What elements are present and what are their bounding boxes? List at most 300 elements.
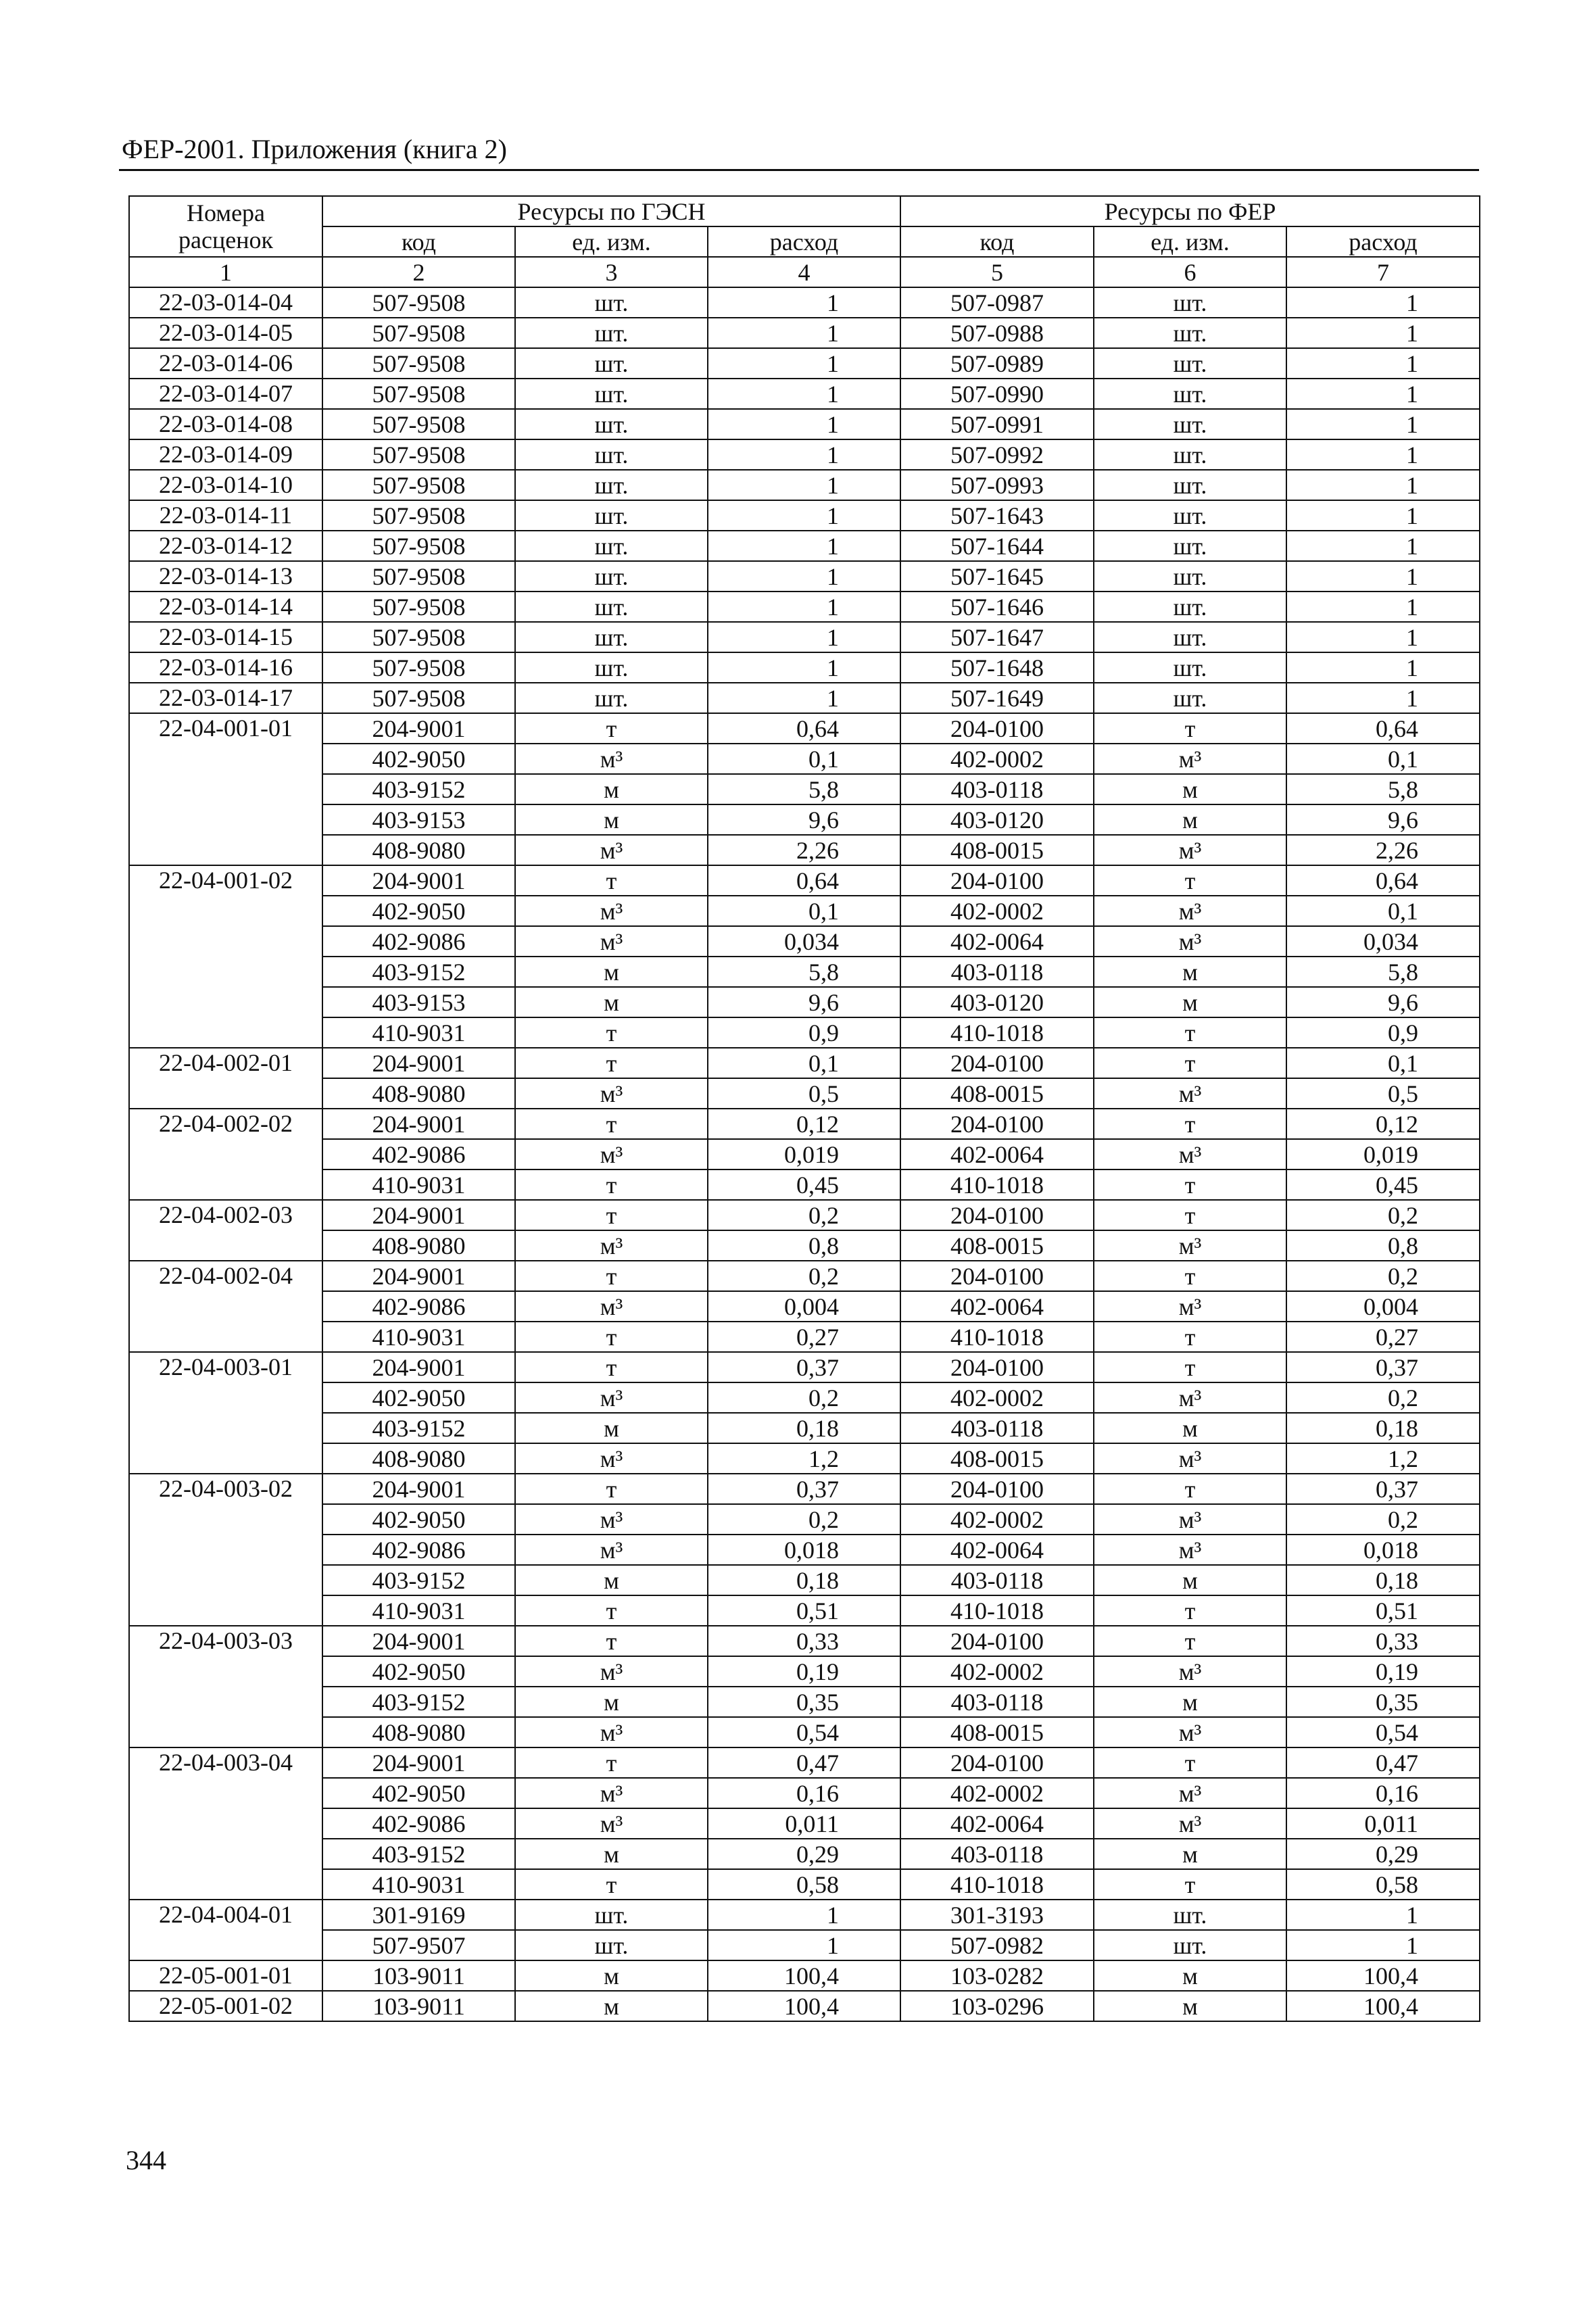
fer-code-cell: 507-0991	[900, 409, 1094, 439]
fer-usage-cell: 0,29	[1286, 1839, 1480, 1869]
table-row	[129, 1474, 1480, 1504]
gesn-code-cell: 403-9152	[322, 1839, 515, 1869]
rate-number-cell: 22-03-014-09	[129, 439, 322, 470]
column-number: 4	[708, 257, 900, 287]
fer-code-cell: 507-1645	[900, 561, 1094, 592]
gesn-code-cell: 402-9050	[322, 1656, 515, 1687]
fer-usage-cell: 0,2	[1286, 1382, 1480, 1413]
fer-unit-cell: м	[1094, 1413, 1286, 1443]
fer-unit-cell: м³	[1094, 1656, 1286, 1687]
gesn-code-cell: 507-9508	[322, 409, 515, 439]
fer-unit-cell: м³	[1094, 1078, 1286, 1109]
table-row	[129, 1960, 1480, 1991]
fer-usage-cell: 0,019	[1286, 1139, 1480, 1169]
gesn-code-cell: 507-9508	[322, 318, 515, 348]
gesn-code-cell: 408-9080	[322, 1717, 515, 1747]
fer-code-cell: 403-0118	[900, 957, 1094, 987]
rate-number-cell: 22-03-014-13	[129, 561, 322, 592]
fer-usage-cell: 1	[1286, 531, 1480, 561]
fer-unit-cell: т	[1094, 1200, 1286, 1230]
gesn-unit-cell: т	[515, 1261, 708, 1291]
fer-usage-cell: 1	[1286, 683, 1480, 713]
gesn-unit-cell: шт.	[515, 531, 708, 561]
column-number: 3	[515, 257, 708, 287]
fer-code-cell: 507-1649	[900, 683, 1094, 713]
table-row	[129, 1656, 1480, 1687]
table-row	[129, 1382, 1480, 1413]
gesn-unit-cell: шт.	[515, 561, 708, 592]
fer-usage-cell: 1	[1286, 1900, 1480, 1930]
gesn-usage-cell: 1	[708, 531, 900, 561]
gesn-unit-cell: м	[515, 1687, 708, 1717]
gesn-usage-cell: 0,64	[708, 865, 900, 896]
table-row	[129, 1261, 1480, 1291]
rate-number-cell: 22-03-014-05	[129, 318, 322, 348]
fer-unit-cell: м³	[1094, 1535, 1286, 1565]
gesn-code-cell: 402-9050	[322, 1382, 515, 1413]
rate-number-cell: 22-03-014-11	[129, 500, 322, 531]
fer-code-cell: 204-0100	[900, 865, 1094, 896]
fer-code-cell: 204-0100	[900, 1747, 1094, 1778]
fer-unit-cell: т	[1094, 1048, 1286, 1078]
fer-code-cell: 402-0002	[900, 744, 1094, 774]
table-row	[129, 1230, 1480, 1261]
gesn-code-cell: 402-9050	[322, 896, 515, 926]
running-header: ФЕР-2001. Приложения (книга 2)	[122, 134, 507, 164]
fer-code-cell: 410-1018	[900, 1169, 1094, 1200]
gesn-code-cell: 402-9086	[322, 1291, 515, 1322]
fer-code-cell: 103-0282	[900, 1960, 1094, 1991]
fer-usage-cell: 1	[1286, 470, 1480, 500]
fer-code-cell: 403-0118	[900, 1565, 1094, 1595]
rate-number-cell: 22-04-003-04	[129, 1747, 322, 1900]
gesn-code-cell: 204-9001	[322, 1261, 515, 1291]
gesn-code-cell: 410-9031	[322, 1017, 515, 1048]
fer-unit-cell: м	[1094, 1991, 1286, 2021]
fer-code-cell: 403-0118	[900, 1687, 1094, 1717]
fer-usage-cell: 0,16	[1286, 1778, 1480, 1808]
fer-usage-cell: 1	[1286, 500, 1480, 531]
fer-code-cell: 408-0015	[900, 1443, 1094, 1474]
fer-usage-cell: 0,47	[1286, 1747, 1480, 1778]
rate-number-cell: 22-03-014-14	[129, 592, 322, 622]
table-row	[129, 804, 1480, 835]
gesn-usage-cell: 0,004	[708, 1291, 900, 1322]
gesn-usage-cell: 0,12	[708, 1109, 900, 1139]
fer-usage-cell: 0,9	[1286, 1017, 1480, 1048]
fer-usage-cell: 0,1	[1286, 896, 1480, 926]
table-row	[129, 1839, 1480, 1869]
gesn-unit-cell: м³	[515, 1443, 708, 1474]
fer-unit-header: ед. изм.	[1094, 226, 1286, 257]
fer-unit-cell: т	[1094, 1747, 1286, 1778]
fer-unit-cell: т	[1094, 1109, 1286, 1139]
gesn-usage-cell: 0,16	[708, 1778, 900, 1808]
fer-unit-cell: м	[1094, 774, 1286, 804]
fer-usage-cell: 0,018	[1286, 1535, 1480, 1565]
gesn-code-cell: 408-9080	[322, 835, 515, 865]
fer-resources-header: Ресурсы по ФЕР	[900, 196, 1480, 226]
fer-usage-cell: 0,2	[1286, 1200, 1480, 1230]
fer-code-cell: 410-1018	[900, 1017, 1094, 1048]
gesn-usage-cell: 100,4	[708, 1960, 900, 1991]
gesn-unit-cell: т	[515, 1048, 708, 1078]
fer-unit-cell: шт.	[1094, 592, 1286, 622]
gesn-usage-cell: 1	[708, 500, 900, 531]
fer-usage-cell: 0,45	[1286, 1169, 1480, 1200]
table-row	[129, 1778, 1480, 1808]
fer-unit-cell: м³	[1094, 1139, 1286, 1169]
fer-code-cell: 507-1648	[900, 652, 1094, 683]
gesn-unit-cell: т	[515, 1352, 708, 1382]
fer-usage-cell: 0,2	[1286, 1261, 1480, 1291]
gesn-usage-cell: 0,1	[708, 1048, 900, 1078]
fer-usage-cell: 9,6	[1286, 804, 1480, 835]
gesn-unit-cell: т	[515, 1869, 708, 1900]
gesn-code-cell: 204-9001	[322, 865, 515, 896]
fer-code-cell: 204-0100	[900, 713, 1094, 744]
gesn-code-cell: 402-9086	[322, 926, 515, 957]
fer-unit-cell: м³	[1094, 1778, 1286, 1808]
fer-usage-cell: 0,35	[1286, 1687, 1480, 1717]
gesn-usage-cell: 1	[708, 348, 900, 379]
fer-code-cell: 204-0100	[900, 1261, 1094, 1291]
fer-code-cell: 204-0100	[900, 1352, 1094, 1382]
resources-table	[128, 195, 1480, 2022]
gesn-code-cell: 507-9508	[322, 470, 515, 500]
gesn-code-cell: 402-9050	[322, 744, 515, 774]
table-row	[129, 1747, 1480, 1778]
table-head-row-2	[129, 226, 1480, 257]
fer-usage-cell: 0,8	[1286, 1230, 1480, 1261]
fer-unit-cell: шт.	[1094, 500, 1286, 531]
page-number: 344	[126, 2145, 166, 2175]
gesn-unit-cell: м	[515, 1960, 708, 1991]
rate-numbers-header: Номера расценок	[129, 196, 322, 257]
gesn-unit-cell: т	[515, 1595, 708, 1626]
table-row	[129, 1048, 1480, 1078]
table-row	[129, 561, 1480, 592]
rate-number-cell: 22-04-002-04	[129, 1261, 322, 1352]
table-row	[129, 865, 1480, 896]
gesn-usage-cell: 0,2	[708, 1200, 900, 1230]
fer-unit-cell: м³	[1094, 1504, 1286, 1535]
gesn-usage-cell: 1	[708, 470, 900, 500]
rate-number-cell: 22-05-001-01	[129, 1960, 322, 1991]
rate-number-cell: 22-03-014-16	[129, 652, 322, 683]
fer-code-cell: 408-0015	[900, 835, 1094, 865]
fer-usage-cell: 1	[1286, 1930, 1480, 1960]
gesn-code-cell: 403-9152	[322, 957, 515, 987]
column-number: 6	[1094, 257, 1286, 287]
gesn-code-cell: 403-9153	[322, 804, 515, 835]
fer-unit-cell: м³	[1094, 744, 1286, 774]
fer-unit-cell: шт.	[1094, 561, 1286, 592]
fer-code-cell: 410-1018	[900, 1595, 1094, 1626]
fer-usage-cell: 0,37	[1286, 1352, 1480, 1382]
fer-usage-cell: 0,1	[1286, 1048, 1480, 1078]
gesn-code-cell: 408-9080	[322, 1078, 515, 1109]
table-row	[129, 348, 1480, 379]
fer-usage-cell: 0,004	[1286, 1291, 1480, 1322]
fer-usage-cell: 0,19	[1286, 1656, 1480, 1687]
gesn-unit-cell: м³	[515, 1139, 708, 1169]
fer-unit-cell: м³	[1094, 1382, 1286, 1413]
fer-code-cell: 402-0064	[900, 1139, 1094, 1169]
table-row	[129, 1717, 1480, 1747]
table-row	[129, 318, 1480, 348]
gesn-usage-cell: 9,6	[708, 987, 900, 1017]
table-row	[129, 683, 1480, 713]
fer-unit-cell: шт.	[1094, 1930, 1286, 1960]
gesn-code-cell: 410-9031	[322, 1869, 515, 1900]
gesn-code-cell: 507-9508	[322, 652, 515, 683]
gesn-code-cell: 507-9508	[322, 500, 515, 531]
gesn-usage-cell: 5,8	[708, 957, 900, 987]
fer-unit-cell: шт.	[1094, 287, 1286, 318]
fer-usage-cell: 0,27	[1286, 1322, 1480, 1352]
fer-code-cell: 301-3193	[900, 1900, 1094, 1930]
gesn-usage-cell: 0,5	[708, 1078, 900, 1109]
fer-code-cell: 103-0296	[900, 1991, 1094, 2021]
fer-usage-cell: 5,8	[1286, 957, 1480, 987]
gesn-usage-cell: 1	[708, 1930, 900, 1960]
fer-code-cell: 204-0100	[900, 1626, 1094, 1656]
gesn-usage-cell: 0,1	[708, 896, 900, 926]
gesn-unit-cell: м	[515, 1839, 708, 1869]
fer-usage-cell: 0,1	[1286, 744, 1480, 774]
gesn-usage-cell: 0,19	[708, 1656, 900, 1687]
fer-code-cell: 507-0990	[900, 379, 1094, 409]
gesn-usage-cell: 0,51	[708, 1595, 900, 1626]
gesn-code-cell: 204-9001	[322, 1747, 515, 1778]
fer-unit-cell: т	[1094, 713, 1286, 744]
gesn-usage-cell: 5,8	[708, 774, 900, 804]
fer-code-header: код	[900, 226, 1094, 257]
table-row	[129, 1291, 1480, 1322]
table-row	[129, 774, 1480, 804]
table-row	[129, 1200, 1480, 1230]
gesn-unit-cell: м	[515, 1991, 708, 2021]
table-row	[129, 470, 1480, 500]
table-row	[129, 1352, 1480, 1382]
table-row	[129, 379, 1480, 409]
table-row	[129, 1595, 1480, 1626]
table-row	[129, 835, 1480, 865]
fer-unit-cell: т	[1094, 1626, 1286, 1656]
gesn-code-cell: 402-9050	[322, 1504, 515, 1535]
gesn-usage-cell: 0,019	[708, 1139, 900, 1169]
fer-code-cell: 410-1018	[900, 1869, 1094, 1900]
fer-unit-cell: т	[1094, 1869, 1286, 1900]
gesn-usage-cell: 1	[708, 318, 900, 348]
fer-usage-cell: 0,37	[1286, 1474, 1480, 1504]
rate-number-cell: 22-04-002-02	[129, 1109, 322, 1200]
table-row	[129, 1991, 1480, 2021]
gesn-unit-cell: м³	[515, 744, 708, 774]
gesn-unit-cell: м³	[515, 1230, 708, 1261]
gesn-code-cell: 410-9031	[322, 1169, 515, 1200]
fer-code-cell: 507-0987	[900, 287, 1094, 318]
rate-number-cell: 22-03-014-08	[129, 409, 322, 439]
header-rule	[119, 169, 1479, 171]
gesn-code-cell: 507-9508	[322, 683, 515, 713]
fer-usage-cell: 0,5	[1286, 1078, 1480, 1109]
table-row	[129, 287, 1480, 318]
gesn-code-cell: 204-9001	[322, 713, 515, 744]
fer-unit-cell: м	[1094, 804, 1286, 835]
fer-unit-cell: м	[1094, 1839, 1286, 1869]
gesn-usage-cell: 0,37	[708, 1474, 900, 1504]
gesn-code-cell: 408-9080	[322, 1230, 515, 1261]
fer-usage-cell: 100,4	[1286, 1960, 1480, 1991]
fer-usage-cell: 9,6	[1286, 987, 1480, 1017]
gesn-usage-cell: 0,2	[708, 1382, 900, 1413]
column-number: 1	[129, 257, 322, 287]
gesn-usage-cell: 1	[708, 379, 900, 409]
table-row	[129, 500, 1480, 531]
fer-usage-cell: 2,26	[1286, 835, 1480, 865]
fer-unit-cell: м³	[1094, 1230, 1286, 1261]
gesn-code-cell: 402-9050	[322, 1778, 515, 1808]
fer-code-cell: 507-0993	[900, 470, 1094, 500]
gesn-usage-cell: 1,2	[708, 1443, 900, 1474]
gesn-unit-cell: т	[515, 1626, 708, 1656]
gesn-unit-cell: шт.	[515, 379, 708, 409]
gesn-unit-cell: м	[515, 987, 708, 1017]
fer-code-cell: 403-0118	[900, 774, 1094, 804]
table-row	[129, 1139, 1480, 1169]
gesn-unit-cell: м³	[515, 835, 708, 865]
gesn-usage-cell: 0,27	[708, 1322, 900, 1352]
fer-usage-cell: 1	[1286, 622, 1480, 652]
fer-unit-cell: м	[1094, 1687, 1286, 1717]
gesn-unit-cell: м³	[515, 926, 708, 957]
gesn-unit-cell: шт.	[515, 592, 708, 622]
fer-usage-cell: 1	[1286, 409, 1480, 439]
gesn-unit-cell: м³	[515, 1717, 708, 1747]
table-row	[129, 1443, 1480, 1474]
fer-unit-cell: м³	[1094, 926, 1286, 957]
rate-number-cell: 22-04-003-02	[129, 1474, 322, 1626]
rate-number-cell: 22-03-014-12	[129, 531, 322, 561]
fer-usage-cell: 1	[1286, 561, 1480, 592]
gesn-usage-cell: 1	[708, 409, 900, 439]
gesn-usage-cell: 0,64	[708, 713, 900, 744]
gesn-unit-cell: м	[515, 774, 708, 804]
fer-unit-cell: шт.	[1094, 683, 1286, 713]
fer-code-cell: 507-1647	[900, 622, 1094, 652]
gesn-code-cell: 507-9508	[322, 592, 515, 622]
gesn-usage-cell: 0,37	[708, 1352, 900, 1382]
gesn-unit-cell: т	[515, 1169, 708, 1200]
fer-code-cell: 402-0064	[900, 1808, 1094, 1839]
fer-unit-cell: шт.	[1094, 470, 1286, 500]
rate-number-cell: 22-03-014-10	[129, 470, 322, 500]
fer-usage-cell: 1	[1286, 348, 1480, 379]
fer-usage-cell: 100,4	[1286, 1991, 1480, 2021]
fer-code-cell: 507-1646	[900, 592, 1094, 622]
gesn-unit-cell: шт.	[515, 318, 708, 348]
table-row	[129, 1017, 1480, 1048]
gesn-code-cell: 507-9508	[322, 287, 515, 318]
fer-usage-cell: 0,64	[1286, 713, 1480, 744]
rate-number-cell: 22-05-001-02	[129, 1991, 322, 2021]
rate-number-cell: 22-04-004-01	[129, 1900, 322, 1960]
gesn-code-cell: 402-9086	[322, 1535, 515, 1565]
fer-unit-cell: т	[1094, 1169, 1286, 1200]
gesn-unit-cell: м³	[515, 1778, 708, 1808]
gesn-usage-cell: 0,35	[708, 1687, 900, 1717]
gesn-unit-cell: т	[515, 1474, 708, 1504]
fer-unit-cell: м³	[1094, 1443, 1286, 1474]
gesn-unit-cell: м³	[515, 1808, 708, 1839]
fer-usage-cell: 0,64	[1286, 865, 1480, 896]
fer-code-cell: 408-0015	[900, 1230, 1094, 1261]
gesn-unit-cell: т	[515, 1322, 708, 1352]
fer-code-cell: 402-0064	[900, 1535, 1094, 1565]
gesn-usage-cell: 9,6	[708, 804, 900, 835]
fer-unit-cell: шт.	[1094, 409, 1286, 439]
fer-unit-cell: шт.	[1094, 348, 1286, 379]
fer-unit-cell: шт.	[1094, 318, 1286, 348]
gesn-code-cell: 410-9031	[322, 1595, 515, 1626]
gesn-unit-cell: м	[515, 804, 708, 835]
rate-number-cell: 22-04-002-03	[129, 1200, 322, 1261]
gesn-unit-header: ед. изм.	[515, 226, 708, 257]
gesn-code-cell: 507-9508	[322, 531, 515, 561]
fer-usage-cell: 1	[1286, 379, 1480, 409]
table-row	[129, 1626, 1480, 1656]
fer-code-cell: 403-0120	[900, 987, 1094, 1017]
table-row	[129, 1109, 1480, 1139]
fer-usage-cell: 1	[1286, 287, 1480, 318]
fer-code-cell: 402-0064	[900, 926, 1094, 957]
fer-usage-cell: 0,18	[1286, 1565, 1480, 1595]
table-row	[129, 439, 1480, 470]
table-row	[129, 622, 1480, 652]
gesn-unit-cell: м	[515, 957, 708, 987]
gesn-usage-cell: 0,2	[708, 1504, 900, 1535]
gesn-usage-cell: 1	[708, 561, 900, 592]
gesn-code-cell: 507-9508	[322, 379, 515, 409]
fer-unit-cell: м	[1094, 1565, 1286, 1595]
fer-unit-cell: м³	[1094, 896, 1286, 926]
fer-unit-cell: т	[1094, 865, 1286, 896]
gesn-unit-cell: м³	[515, 1382, 708, 1413]
gesn-usage-cell: 0,034	[708, 926, 900, 957]
column-number-row	[129, 257, 1480, 287]
rate-number-cell: 22-04-003-01	[129, 1352, 322, 1474]
fer-usage-cell: 0,51	[1286, 1595, 1480, 1626]
gesn-usage-cell: 0,33	[708, 1626, 900, 1656]
gesn-usage-cell: 2,26	[708, 835, 900, 865]
gesn-unit-cell: м³	[515, 1656, 708, 1687]
gesn-unit-cell: м³	[515, 1535, 708, 1565]
gesn-unit-cell: м	[515, 1413, 708, 1443]
table-row	[129, 713, 1480, 744]
rate-number-cell: 22-03-014-04	[129, 287, 322, 318]
gesn-unit-cell: шт.	[515, 348, 708, 379]
gesn-code-cell: 403-9152	[322, 774, 515, 804]
gesn-code-cell: 403-9153	[322, 987, 515, 1017]
fer-code-cell: 403-0120	[900, 804, 1094, 835]
table-head-row-1	[129, 196, 1480, 226]
fer-code-cell: 204-0100	[900, 1048, 1094, 1078]
table-row	[129, 1322, 1480, 1352]
fer-code-cell: 507-0982	[900, 1930, 1094, 1960]
fer-usage-cell: 0,12	[1286, 1109, 1480, 1139]
